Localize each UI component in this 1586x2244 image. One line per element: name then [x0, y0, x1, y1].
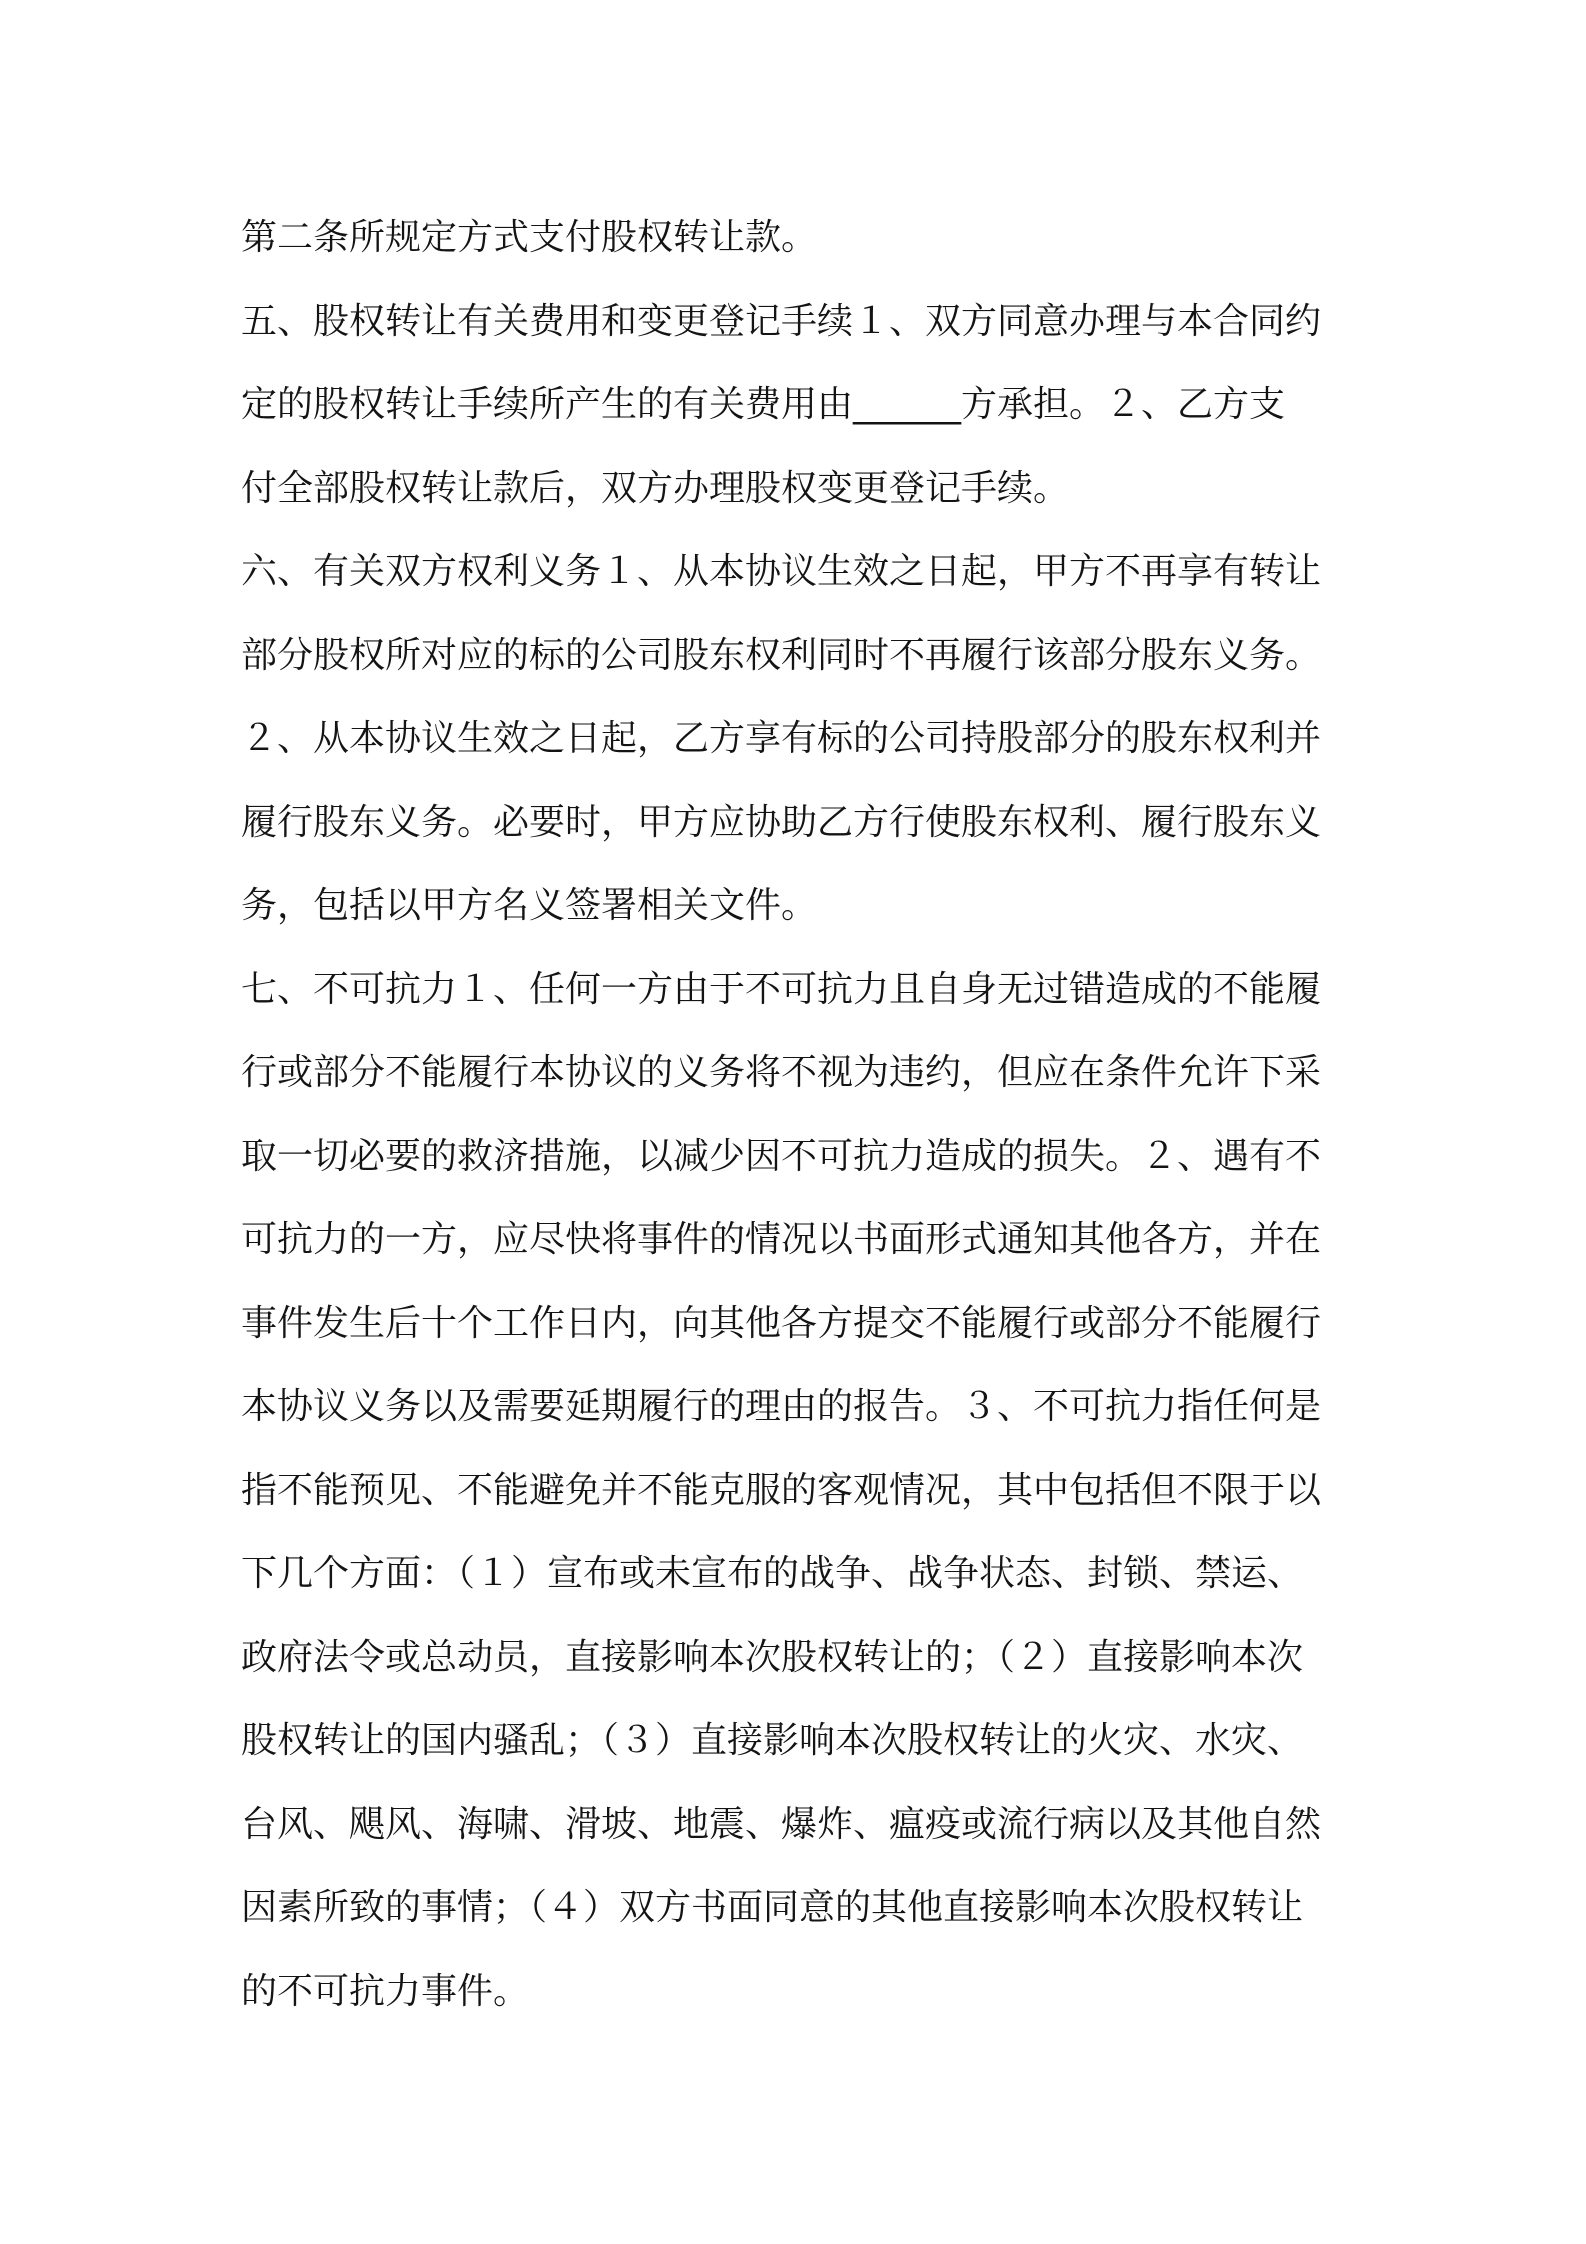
text-line: 股权转让的国内骚乱；（３）直接影响本次股权转让的火灾、水灾、	[241, 1720, 1304, 1761]
text-line: 因素所致的事情；（４）双方书面同意的其他直接影响本次股权转让	[241, 1887, 1304, 1928]
text-line: 可抗力的一方，应尽快将事件的情况以书面形式通知其他各方，并在	[241, 1219, 1322, 1260]
section-five-heading-line: 五、股权转让有关费用和变更登记手续１、双方同意办理与本合同约	[241, 300, 1322, 342]
text-line: 的不可抗力事件。	[241, 1970, 530, 2012]
section-six-heading-line: 六、有关双方权利义务１、从本协议生效之日起，甲方不再享有转让	[241, 551, 1322, 592]
text-line: 付全部股权转让款后，双方办理股权变更登记手续。	[241, 467, 1070, 509]
text-line: 指不能预见、不能避免并不能克服的客观情况，其中包括但不限于以	[241, 1469, 1322, 1511]
text-line: 行或部分不能履行本协议的义务将不视为违约，但应在条件允许下采	[241, 1052, 1322, 1093]
text-line: 政府法令或总动员，直接影响本次股权转让的；（２）直接影响本次	[241, 1636, 1304, 1678]
text-line: 履行股东义务。必要时，甲方应协助乙方行使股东权利、履行股东义	[241, 801, 1322, 843]
text-line: 本协议义务以及需要延期履行的理由的报告。３、不可抗力指任何是	[241, 1386, 1322, 1427]
text-line: 第二条所规定方式支付股权转让款。	[241, 217, 818, 258]
text-line: 定的股权转让手续所产生的有关费用由______方承担。２、乙方支	[241, 384, 1286, 425]
text-line: ２、从本协议生效之日起，乙方享有标的公司持股部分的股东权利并	[241, 718, 1322, 759]
text-line: 台风、飓风、海啸、滑坡、地震、爆炸、瘟疫或流行病以及其他自然	[241, 1803, 1322, 1845]
text-line: 部分股权所对应的标的公司股东权利同时不再履行该部分股东义务。	[241, 634, 1322, 676]
section-seven-heading-line: 七、不可抗力１、任何一方由于不可抗力且自身无过错造成的不能履	[241, 968, 1322, 1010]
text-line: 取一切必要的救济措施，以减少因不可抗力造成的损失。２、遇有不	[241, 1135, 1322, 1177]
text-line: 务，包括以甲方名义签署相关文件。	[241, 885, 818, 926]
text-line: 事件发生后十个工作日内，向其他各方提交不能履行或部分不能履行	[241, 1302, 1322, 1344]
document-body	[241, 196, 1363, 2033]
text-line: 下几个方面：（１）宣布或未宣布的战争、战争状态、封锁、禁运、	[241, 1553, 1304, 1594]
